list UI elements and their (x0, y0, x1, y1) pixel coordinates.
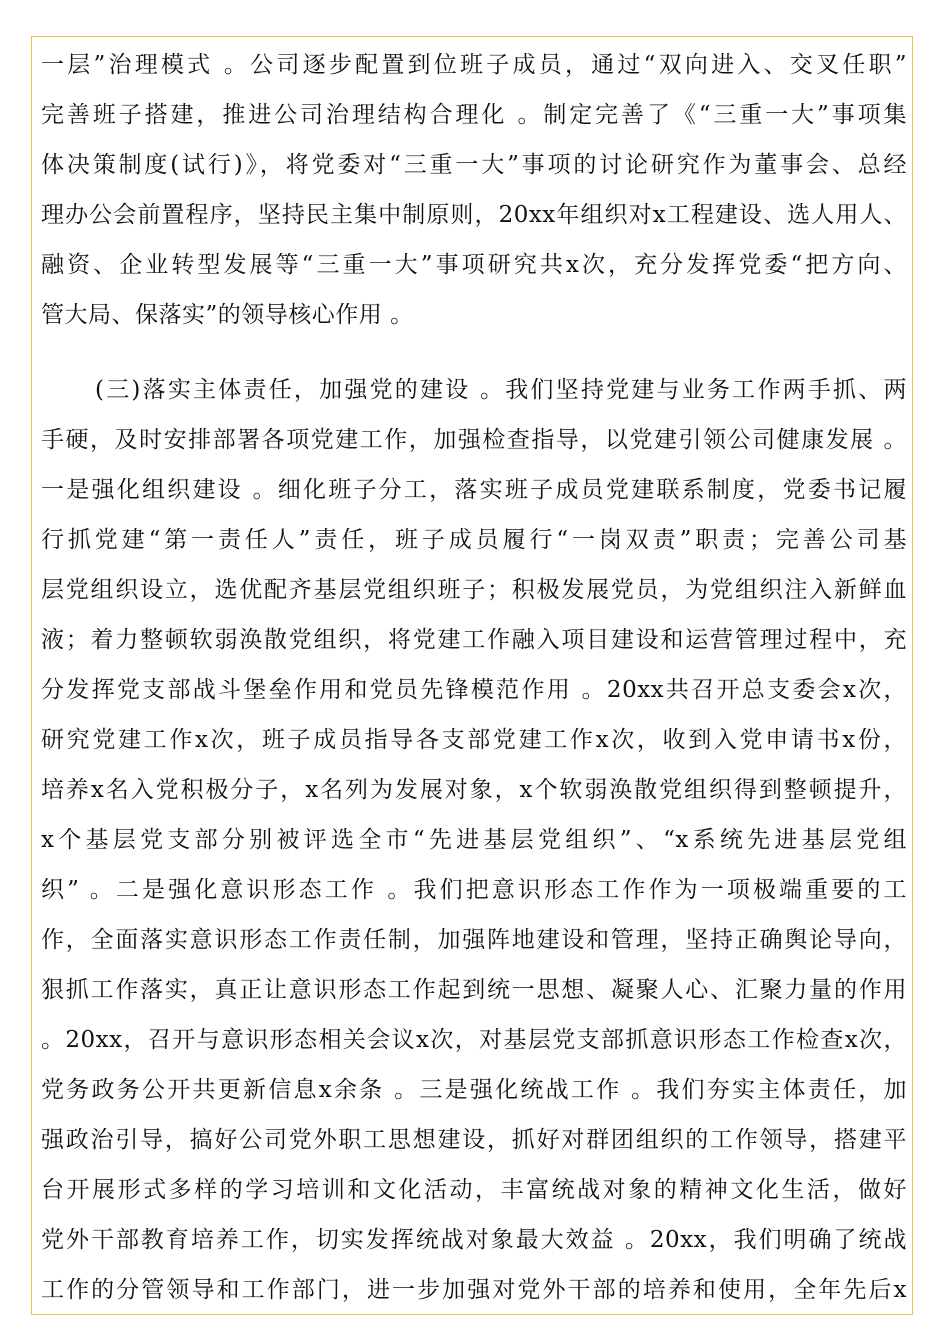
text-line: 液；着力整顿软弱涣散党组织，将党建工作融入项目建设和运营管理过程中，充 (41, 627, 907, 653)
text-line: 完善班子搭建，推进公司治理结构合理化 。制定完善了《“三重一大”事项集 (41, 102, 907, 128)
text-line: 一层”治理模式 。公司逐步配置到位班子成员，通过“双向进入、交叉任职” (41, 52, 907, 78)
text-line: 手硬，及时安排部署各项党建工作，加强检查指导，以党建引领公司健康发展 。 (41, 427, 907, 453)
text-line: 层党组织设立，选优配齐基层党组织班子；积极发展党员，为党组织注入新鲜血 (41, 577, 907, 603)
text-line: 强政治引导，搞好公司党外职工思想建设，抓好对群团组织的工作领导，搭建平 (41, 1127, 907, 1153)
paragraph-2 (41, 365, 907, 1315)
text-line: 织” 。二是强化意识形态工作 。我们把意识形态工作作为一项极端重要的工 (41, 877, 907, 903)
text-line: 狠抓工作落实，真正让意识形态工作起到统一思想、凝聚人心、汇聚力量的作用 (41, 977, 907, 1003)
text-line: 党务政务公开共更新信息x余条 。三是强化统战工作 。我们夯实主体责任，加 (41, 1077, 907, 1103)
text-line: x个基层党支部分别被评选全市“先进基层党组织”、“x系统先进基层党组 (41, 827, 907, 853)
paragraph-1 (41, 40, 907, 340)
text-line: 分发挥党支部战斗堡垒作用和党员先锋模范作用 。20xx共召开总支委会x次， (41, 677, 907, 703)
page-frame (31, 36, 913, 1315)
text-line: 研究党建工作x次，班子成员指导各支部党建工作x次，收到入党申请书x份， (41, 727, 907, 753)
text-line: 行抓党建“第一责任人”责任，班子成员履行“一岗双责”职责；完善公司基 (41, 527, 907, 553)
text-line: (三)落实主体责任，加强党的建设 。我们坚持党建与业务工作两手抓、两 (95, 377, 907, 403)
text-line: 管大局、保落实”的领导核心作用 。 (41, 302, 414, 328)
text-line: 体决策制度(试行)》，将党委对“三重一大”事项的讨论研究作为董事会、总经 (41, 152, 907, 178)
text-line: 作，全面落实意识形态工作责任制，加强阵地建设和管理，坚持正确舆论导向， (41, 927, 907, 953)
text-line: 工作的分管领导和工作部门，进一步加强对党外干部的培养和使用，全年先后x (41, 1277, 907, 1303)
text-line: 。20xx，召开与意识形态相关会议x次，对基层党支部抓意识形态工作检查x次， (41, 1027, 907, 1053)
text-line: 党外干部教育培养工作，切实发挥统战对象最大效益 。20xx，我们明确了统战 (41, 1227, 907, 1253)
text-line: 培养x名入党积极分子，x名列为发展对象，x个软弱涣散党组织得到整顿提升， (41, 777, 907, 803)
text-line: 融资、企业转型发展等“三重一大”事项研究共x次，充分发挥党委“把方向、 (41, 252, 907, 278)
text-line: 理办公会前置程序，坚持民主集中制原则，20xx年组织对x工程建设、选人用人、 (41, 202, 907, 228)
text-line: 台开展形式多样的学习培训和文化活动，丰富统战对象的精神文化生活，做好 (41, 1177, 907, 1203)
text-line: 一是强化组织建设 。细化班子分工，落实班子成员党建联系制度，党委书记履 (41, 477, 907, 503)
